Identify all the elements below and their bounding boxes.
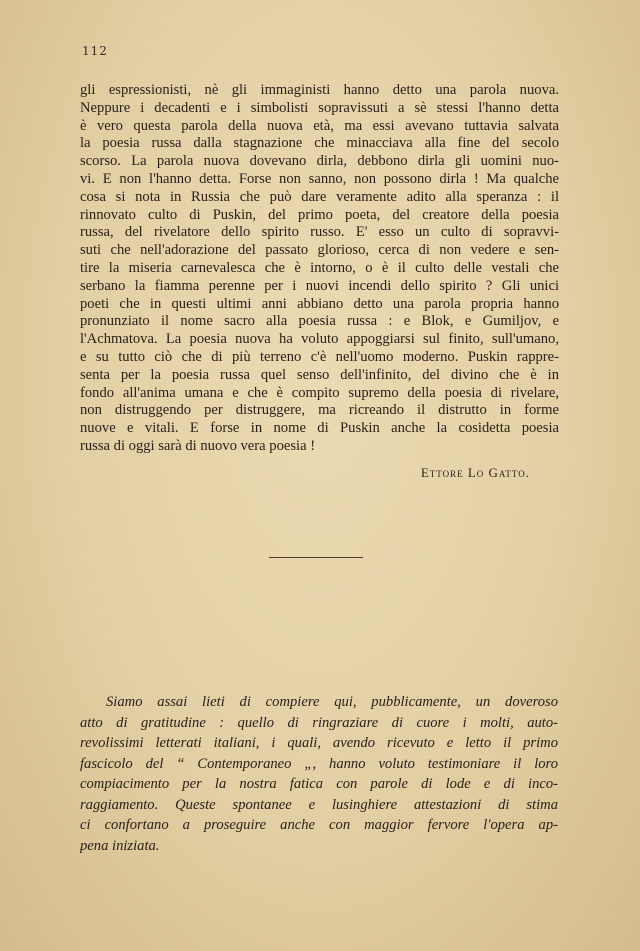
article-body (80, 82, 559, 456)
notice-line: revolissimi letterati italiani, i quali, avendo ricevuto e letto il primo (80, 735, 558, 751)
notice-line: compiacimento per la nostra fatica con parole di lode e di inco- (80, 776, 558, 792)
notice-line: raggiamento. Queste spontanee e lusinghiere attestazioni di stima (80, 796, 558, 813)
article-line: cosa si nota in Russia che può dare veramente adito alla speranza : il (80, 188, 559, 205)
article-line: Neppure i decadenti e i simbolisti sopravissuti a sè stessi l'hanno detta (80, 99, 559, 116)
editorial-notice (80, 692, 558, 856)
page-number: 112 (82, 44, 108, 58)
article-line: scorso. La parola nuova dovevano dirla, debbono dirla gli uomini nuo- (80, 153, 559, 170)
article-line: pronunziato il nome sacro alla poesia russa : e Blok, e Gumiljov, e (80, 313, 559, 330)
notice-line: fascicolo del “ Contemporaneo „, hanno voluto testimoniare il loro (80, 755, 558, 772)
article-line: è vero questa parola della nuova età, ma essi avevano tuttavia salvata (80, 117, 559, 134)
notice-line: pena iniziata. (80, 837, 160, 854)
article-line: serbano la fiamma perenne per i nuovi incendi dello spirito ? Gli unici (80, 277, 559, 294)
article-line: rinnovato culto di Puskin, del primo poeta, del creatore della poesia (80, 206, 559, 223)
article-line: vi. E non l'hanno detta. Forse non sanno, non possono dirla ! Ma qualche (80, 170, 559, 187)
section-divider (269, 557, 363, 558)
article-line: gli espressionisti, nè gli immaginisti hanno detto una parola nuova. (80, 82, 559, 98)
article-line: tire la miseria carnevalesca che è intorno, o è il culto delle vestali che (80, 259, 559, 276)
author-signature: Ettore Lo Gatto. (420, 465, 530, 480)
article-line: e su tutto ciò che di più terreno c'è nell'uomo moderno. Puskin rappre- (80, 348, 559, 365)
article-line: poeti che in questi ultimi anni abbiano detto una parola propria hanno (80, 295, 559, 312)
article-line: non distruggendo per distruggere, ma ricreando il distrutto in forme (80, 402, 559, 419)
notice-line: atto di gratitudine : quello di ringraziare di cuore i molti, auto- (80, 714, 558, 731)
notice-line: ci confortano a proseguire anche con maggior fervore l'opera ap- (80, 817, 558, 833)
article-line: russa di oggi sarà di nuovo vera poesia ! (80, 437, 316, 454)
article-line: l'Achmatova. La poesia nuova ha voluto appoggiarsi sul finito, sull'umano, (80, 331, 559, 348)
article-line: nuove e vitali. E forse in nome di Puskin anche la cosidetta poesia (80, 420, 559, 437)
notice-line: Siamo assai lieti di compiere qui, pubblicamente, un doveroso (106, 694, 558, 710)
article-line: fondo all'anima umana e che è compito supremo della poesia di rivelare, (80, 384, 559, 401)
article-line: russa, del rivelatore dello spirito russo. E' esso un culto di sopravvi- (80, 224, 559, 241)
article-line: la poesia russa dalla stagnazione che minacciava alla fine del secolo (80, 135, 559, 152)
article-line: senta per la poesia russa quel senso dell'infinito, del divino che è in (80, 366, 559, 383)
article-line: suti che nell'adorazione del passato glorioso, cerca di non vedere e sen- (80, 242, 559, 259)
